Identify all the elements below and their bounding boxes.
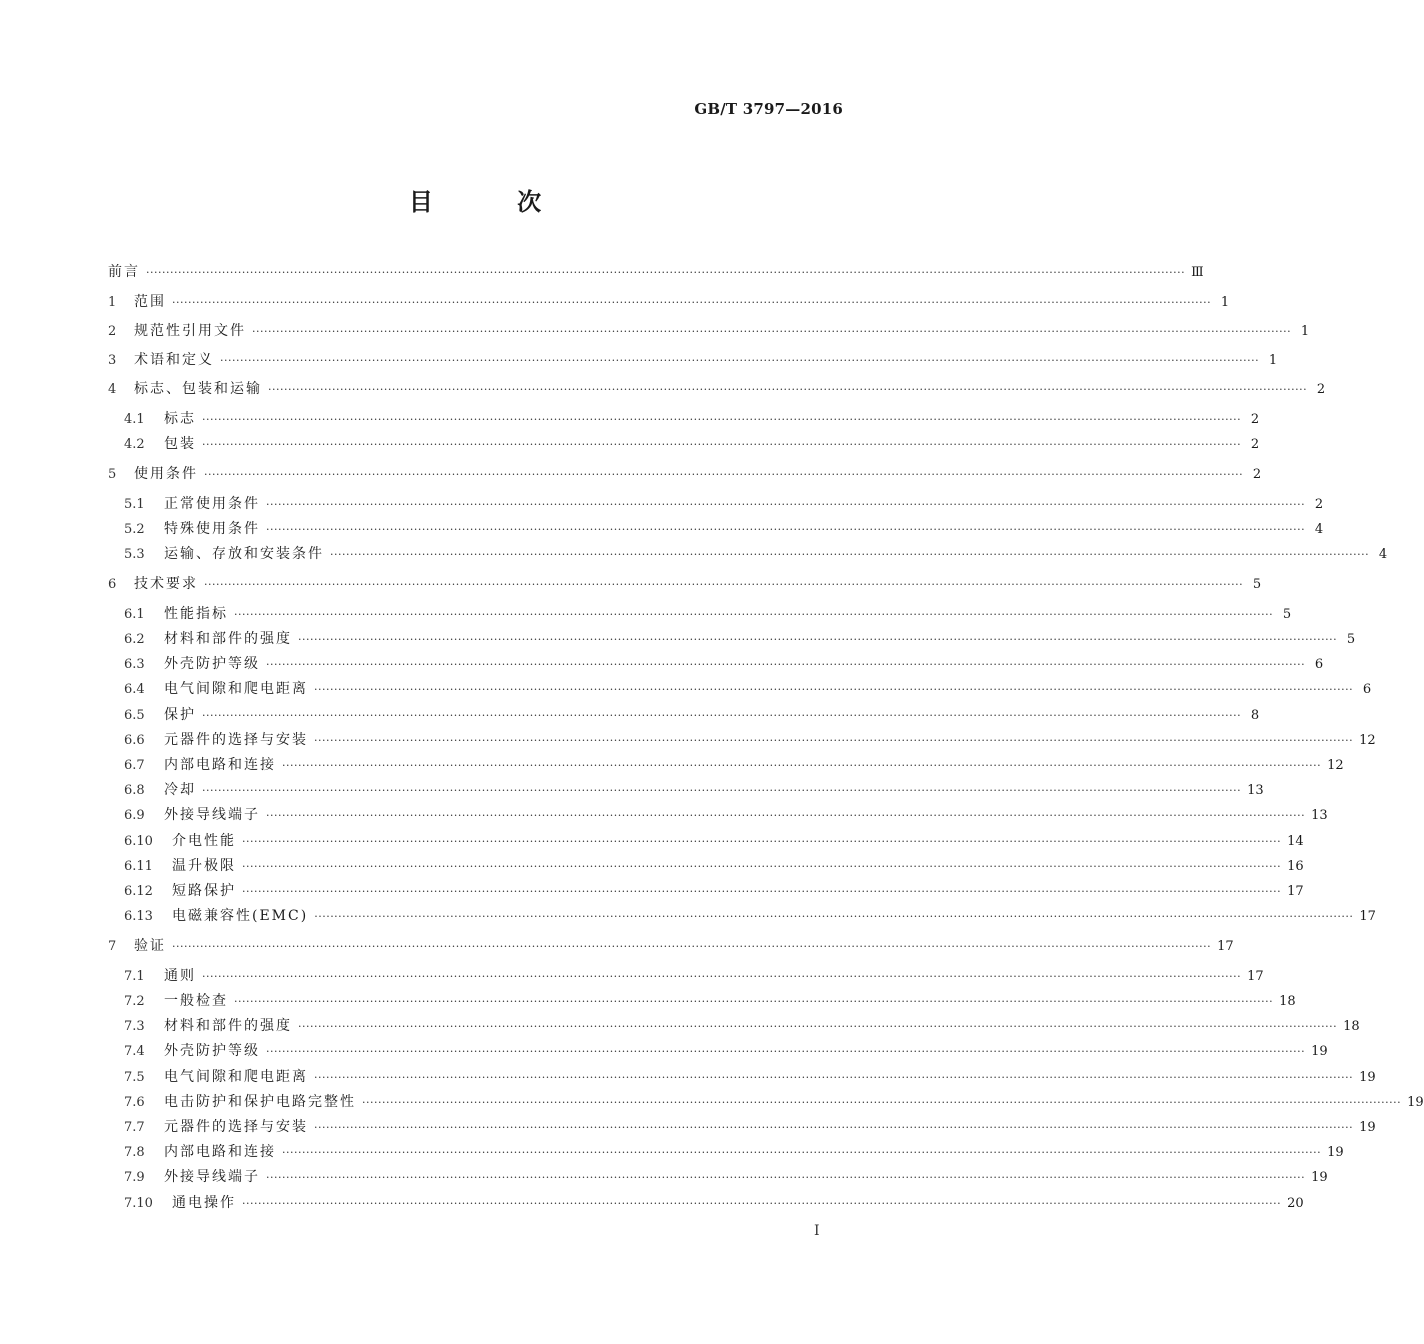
toc-leader-dots: ····································································································································································································································································	[266, 1171, 1306, 1184]
toc-entry-title: 外接导线端子	[164, 1169, 260, 1185]
toc-leader-dots: ····································································································································································································································································	[146, 266, 1186, 279]
toc-entry-title: 范围	[134, 294, 166, 310]
toc-leader-dots: ····································································································································································································································································	[314, 1121, 1354, 1134]
toc-leader-dots: ····································································································································································································································································	[266, 1045, 1306, 1058]
toc-entry-number: 5.2	[124, 522, 145, 537]
toc-entry-number: 7.2	[124, 994, 145, 1009]
toc-entry-page: 6	[1314, 657, 1324, 672]
toc-entry-title: 一般检查	[164, 993, 228, 1009]
toc-entry[interactable]	[124, 1092, 1424, 1112]
toc-entry-page: Ⅲ	[1191, 265, 1204, 280]
toc-entry-page: 17	[1359, 909, 1376, 924]
toc-entry-number: 6.9	[124, 808, 145, 823]
toc-entry-page: 2	[1316, 382, 1326, 397]
toc-entry[interactable]	[124, 629, 1356, 649]
page-title: 目 次	[408, 187, 580, 216]
standard-code: GB/T 3797—2016	[694, 100, 843, 118]
toc-leader-dots: ····································································································································································································································································	[172, 296, 1212, 309]
toc-leader-dots: ····································································································································································································································································	[298, 633, 1338, 646]
toc-entry-number: 6.5	[124, 708, 145, 723]
toc-entry-page: 2	[1314, 497, 1324, 512]
toc-leader-dots: ····································································································································································································································································	[242, 860, 1282, 873]
toc-entry-title: 电气间隙和爬电距离	[164, 681, 308, 697]
toc-entry-page: 5	[1346, 632, 1356, 647]
toc-entry-title: 电气间隙和爬电距离	[164, 1069, 308, 1085]
toc-entry-number: 6.1	[124, 607, 145, 622]
toc-entry-page: 19	[1407, 1095, 1424, 1110]
toc-entry-page: 1	[1268, 353, 1278, 368]
toc-entry-page: 12	[1359, 733, 1376, 748]
toc-entry-title: 标志、包装和运输	[134, 381, 262, 397]
toc-entry-number: 6.7	[124, 758, 145, 773]
toc-entry-page: 6	[1362, 682, 1372, 697]
toc-entry-page: 19	[1311, 1170, 1328, 1185]
toc-leader-dots: ····································································································································································································································································	[330, 548, 1370, 561]
toc-entry-title: 外壳防护等级	[164, 1043, 260, 1059]
toc-entry-title: 电磁兼容性(EMC)	[172, 908, 309, 924]
toc-entry-number: 7.3	[124, 1019, 145, 1034]
toc-entry-page: 19	[1359, 1120, 1376, 1135]
toc-entry[interactable]	[108, 574, 1262, 594]
toc-entry-title: 材料和部件的强度	[164, 631, 292, 647]
toc-leader-dots: ····································································································································································································································································	[266, 498, 1306, 511]
toc-leader-dots: ····································································································································································································································································	[242, 885, 1282, 898]
toc-entry-number: 6.12	[124, 884, 153, 899]
toc-entry-number: 7.4	[124, 1044, 145, 1059]
toc-entry-page: 12	[1327, 758, 1344, 773]
toc-entry[interactable]	[108, 464, 1262, 484]
toc-entry[interactable]	[124, 1041, 1328, 1061]
toc-entry-title: 内部电路和连接	[164, 757, 276, 773]
toc-entry-page: 8	[1250, 708, 1260, 723]
toc-entry-number: 6.10	[124, 834, 153, 849]
toc-entry-title: 保护	[164, 707, 196, 723]
toc-entry[interactable]	[124, 730, 1376, 750]
toc-entry[interactable]	[124, 1067, 1376, 1087]
toc-entry-page: 19	[1311, 1044, 1328, 1059]
toc-entry[interactable]	[124, 906, 1376, 926]
toc-entry-title: 电击防护和保护电路完整性	[164, 1094, 356, 1110]
toc-entry-page: 4	[1314, 522, 1324, 537]
toc-entry[interactable]	[108, 292, 1230, 312]
toc-leader-dots: ····································································································································································································································································	[314, 734, 1354, 747]
toc-entry-page: 1	[1300, 324, 1310, 339]
toc-entry-title: 元器件的选择与安装	[164, 1119, 308, 1135]
toc-leader-dots: ····································································································································································································································································	[282, 1146, 1322, 1159]
toc-entry-title: 短路保护	[172, 883, 236, 899]
toc-entry[interactable]	[124, 679, 1372, 699]
toc-leader-dots: ····································································································································································································································································	[242, 1197, 1282, 1210]
toc-entry-page: 4	[1378, 547, 1388, 562]
toc-entry[interactable]	[124, 1142, 1344, 1162]
toc-entry-number: 1	[108, 295, 117, 310]
toc-entry-number: 5	[108, 467, 117, 482]
toc-entry[interactable]	[124, 805, 1328, 825]
toc-entry-number: 7.10	[124, 1196, 153, 1211]
toc-entry-title: 特殊使用条件	[164, 521, 260, 537]
toc-entry[interactable]	[124, 831, 1304, 851]
toc-entry-number: 4	[108, 382, 117, 397]
toc-entry-number: 4.2	[124, 437, 145, 452]
toc-leader-dots: ····································································································································································································································································	[202, 438, 1242, 451]
toc-entry-title: 运输、存放和安装条件	[164, 546, 324, 562]
toc-entry-page: 1	[1220, 295, 1230, 310]
toc-leader-dots: ····································································································································································································································································	[282, 759, 1322, 772]
toc-entry[interactable]	[124, 1016, 1360, 1036]
toc-leader-dots: ····································································································································································································································································	[266, 809, 1306, 822]
toc-entry-page: 16	[1287, 859, 1304, 874]
toc-entry[interactable]	[124, 780, 1264, 800]
toc-entry-page: 2	[1252, 467, 1262, 482]
toc-entry-number: 7	[108, 939, 117, 954]
toc-leader-dots: ····································································································································································································································································	[314, 683, 1354, 696]
toc-leader-dots: ····································································································································································································································································	[298, 1020, 1338, 1033]
toc-entry-page: 5	[1252, 577, 1262, 592]
toc-leader-dots: ····································································································································································································································································	[242, 835, 1282, 848]
toc-leader-dots: ····································································································································································································································································	[220, 354, 1260, 367]
toc-entry-page: 18	[1279, 994, 1296, 1009]
toc-entry-title: 通则	[164, 968, 196, 984]
toc-entry[interactable]	[124, 966, 1264, 986]
toc-entry-number: 7.5	[124, 1070, 145, 1085]
toc-leader-dots: ····································································································································································································································································	[266, 523, 1306, 536]
toc-entry-number: 6.2	[124, 632, 145, 647]
toc-entry-number: 6.11	[124, 859, 153, 874]
toc-leader-dots: ····································································································································································································································································	[252, 325, 1292, 338]
toc-entry-number: 7.8	[124, 1145, 145, 1160]
toc-entry[interactable]	[124, 755, 1344, 775]
toc-entry-title: 使用条件	[134, 466, 198, 482]
toc-entry[interactable]	[108, 321, 1310, 341]
toc-entry[interactable]	[124, 604, 1292, 624]
toc-entry-page: 18	[1343, 1019, 1360, 1034]
toc-entry-title: 正常使用条件	[164, 496, 260, 512]
page-folio: I	[814, 1223, 820, 1239]
toc-entry-page: 2	[1250, 437, 1260, 452]
toc-entry-title: 性能指标	[164, 606, 228, 622]
toc-leader-dots: ····································································································································································································································································	[234, 608, 1274, 621]
toc-leader-dots: ····································································································································································································································································	[268, 383, 1308, 396]
toc-leader-dots: ····································································································································································································································································	[202, 413, 1242, 426]
toc-entry[interactable]	[124, 1117, 1376, 1137]
toc-entry[interactable]	[108, 936, 1234, 956]
toc-leader-dots: ····································································································································································································································································	[266, 658, 1306, 671]
toc-entry-page: 20	[1287, 1196, 1304, 1211]
toc-entry-title: 通电操作	[172, 1195, 236, 1211]
toc-entry-page: 13	[1311, 808, 1328, 823]
toc-entry-title: 介电性能	[172, 833, 236, 849]
toc-leader-dots: ····································································································································································································································································	[314, 910, 1354, 923]
toc-entry-number: 7.7	[124, 1120, 145, 1135]
toc-entry[interactable]	[108, 262, 1204, 282]
toc-entry[interactable]	[108, 379, 1326, 399]
toc-leader-dots: ····································································································································································································································································	[314, 1071, 1354, 1084]
toc-entry-number: 7.6	[124, 1095, 145, 1110]
toc-leader-dots: ····································································································································································································································································	[204, 578, 1244, 591]
toc-entry-number: 6.6	[124, 733, 145, 748]
toc-entry[interactable]	[124, 1167, 1328, 1187]
toc-entry-number: 6.4	[124, 682, 145, 697]
toc-leader-dots: ····································································································································································································································································	[202, 970, 1242, 983]
toc-entry[interactable]	[124, 654, 1324, 674]
toc-leader-dots: ····································································································································································································································································	[202, 784, 1242, 797]
toc-entry-title: 前言	[108, 264, 140, 280]
toc-entry-page: 19	[1359, 1070, 1376, 1085]
toc-entry[interactable]	[124, 881, 1304, 901]
toc-entry[interactable]	[124, 991, 1296, 1011]
toc-entry-title: 包装	[164, 436, 196, 452]
toc-entry-number: 5.1	[124, 497, 145, 512]
toc-entry-number: 6	[108, 577, 117, 592]
toc-entry-page: 17	[1287, 884, 1304, 899]
toc-entry[interactable]	[108, 350, 1278, 370]
toc-entry[interactable]	[124, 409, 1260, 429]
toc-leader-dots: ····································································································································································································································································	[202, 709, 1242, 722]
toc-entry-title: 技术要求	[134, 576, 198, 592]
toc-entry-title: 标志	[164, 411, 196, 427]
toc-entry-page: 2	[1250, 412, 1260, 427]
toc-entry[interactable]	[124, 519, 1324, 539]
toc-entry-number: 7.1	[124, 969, 145, 984]
toc-entry-title: 外接导线端子	[164, 807, 260, 823]
toc-entry-title: 冷却	[164, 782, 196, 798]
toc-leader-dots: ····································································································································································································································································	[204, 468, 1244, 481]
toc-entry-title: 元器件的选择与安装	[164, 732, 308, 748]
toc-entry-number: 6.3	[124, 657, 145, 672]
toc-leader-dots: ····································································································································································································································································	[362, 1096, 1402, 1109]
toc-entry-title: 材料和部件的强度	[164, 1018, 292, 1034]
toc-entry-page: 14	[1287, 834, 1304, 849]
toc-entry-page: 13	[1247, 783, 1264, 798]
toc-entry-number: 4.1	[124, 412, 145, 427]
toc-entry-page: 5	[1282, 607, 1292, 622]
toc-leader-dots: ····································································································································································································································································	[234, 995, 1274, 1008]
toc-entry-title: 验证	[134, 938, 166, 954]
toc-leader-dots: ····································································································································································································································································	[172, 940, 1212, 953]
toc-entry[interactable]	[124, 856, 1304, 876]
toc-entry[interactable]	[124, 544, 1388, 564]
toc-entry[interactable]	[124, 494, 1324, 514]
toc-entry-title: 内部电路和连接	[164, 1144, 276, 1160]
toc-entry[interactable]	[124, 705, 1260, 725]
toc-entry-number: 7.9	[124, 1170, 145, 1185]
toc-entry-number: 5.3	[124, 547, 145, 562]
toc-entry-title: 温升极限	[172, 858, 236, 874]
toc-entry[interactable]	[124, 1193, 1304, 1213]
toc-entry-number: 6.13	[124, 909, 153, 924]
toc-entry-page: 17	[1247, 969, 1264, 984]
toc-entry-title: 规范性引用文件	[134, 323, 246, 339]
toc-entry[interactable]	[124, 434, 1260, 454]
toc-entry-title: 术语和定义	[134, 352, 214, 368]
toc-entry-number: 6.8	[124, 783, 145, 798]
toc-entry-page: 19	[1327, 1145, 1344, 1160]
toc-entry-page: 17	[1217, 939, 1234, 954]
toc-entry-number: 3	[108, 353, 117, 368]
toc-entry-number: 2	[108, 324, 117, 339]
toc-entry-title: 外壳防护等级	[164, 656, 260, 672]
